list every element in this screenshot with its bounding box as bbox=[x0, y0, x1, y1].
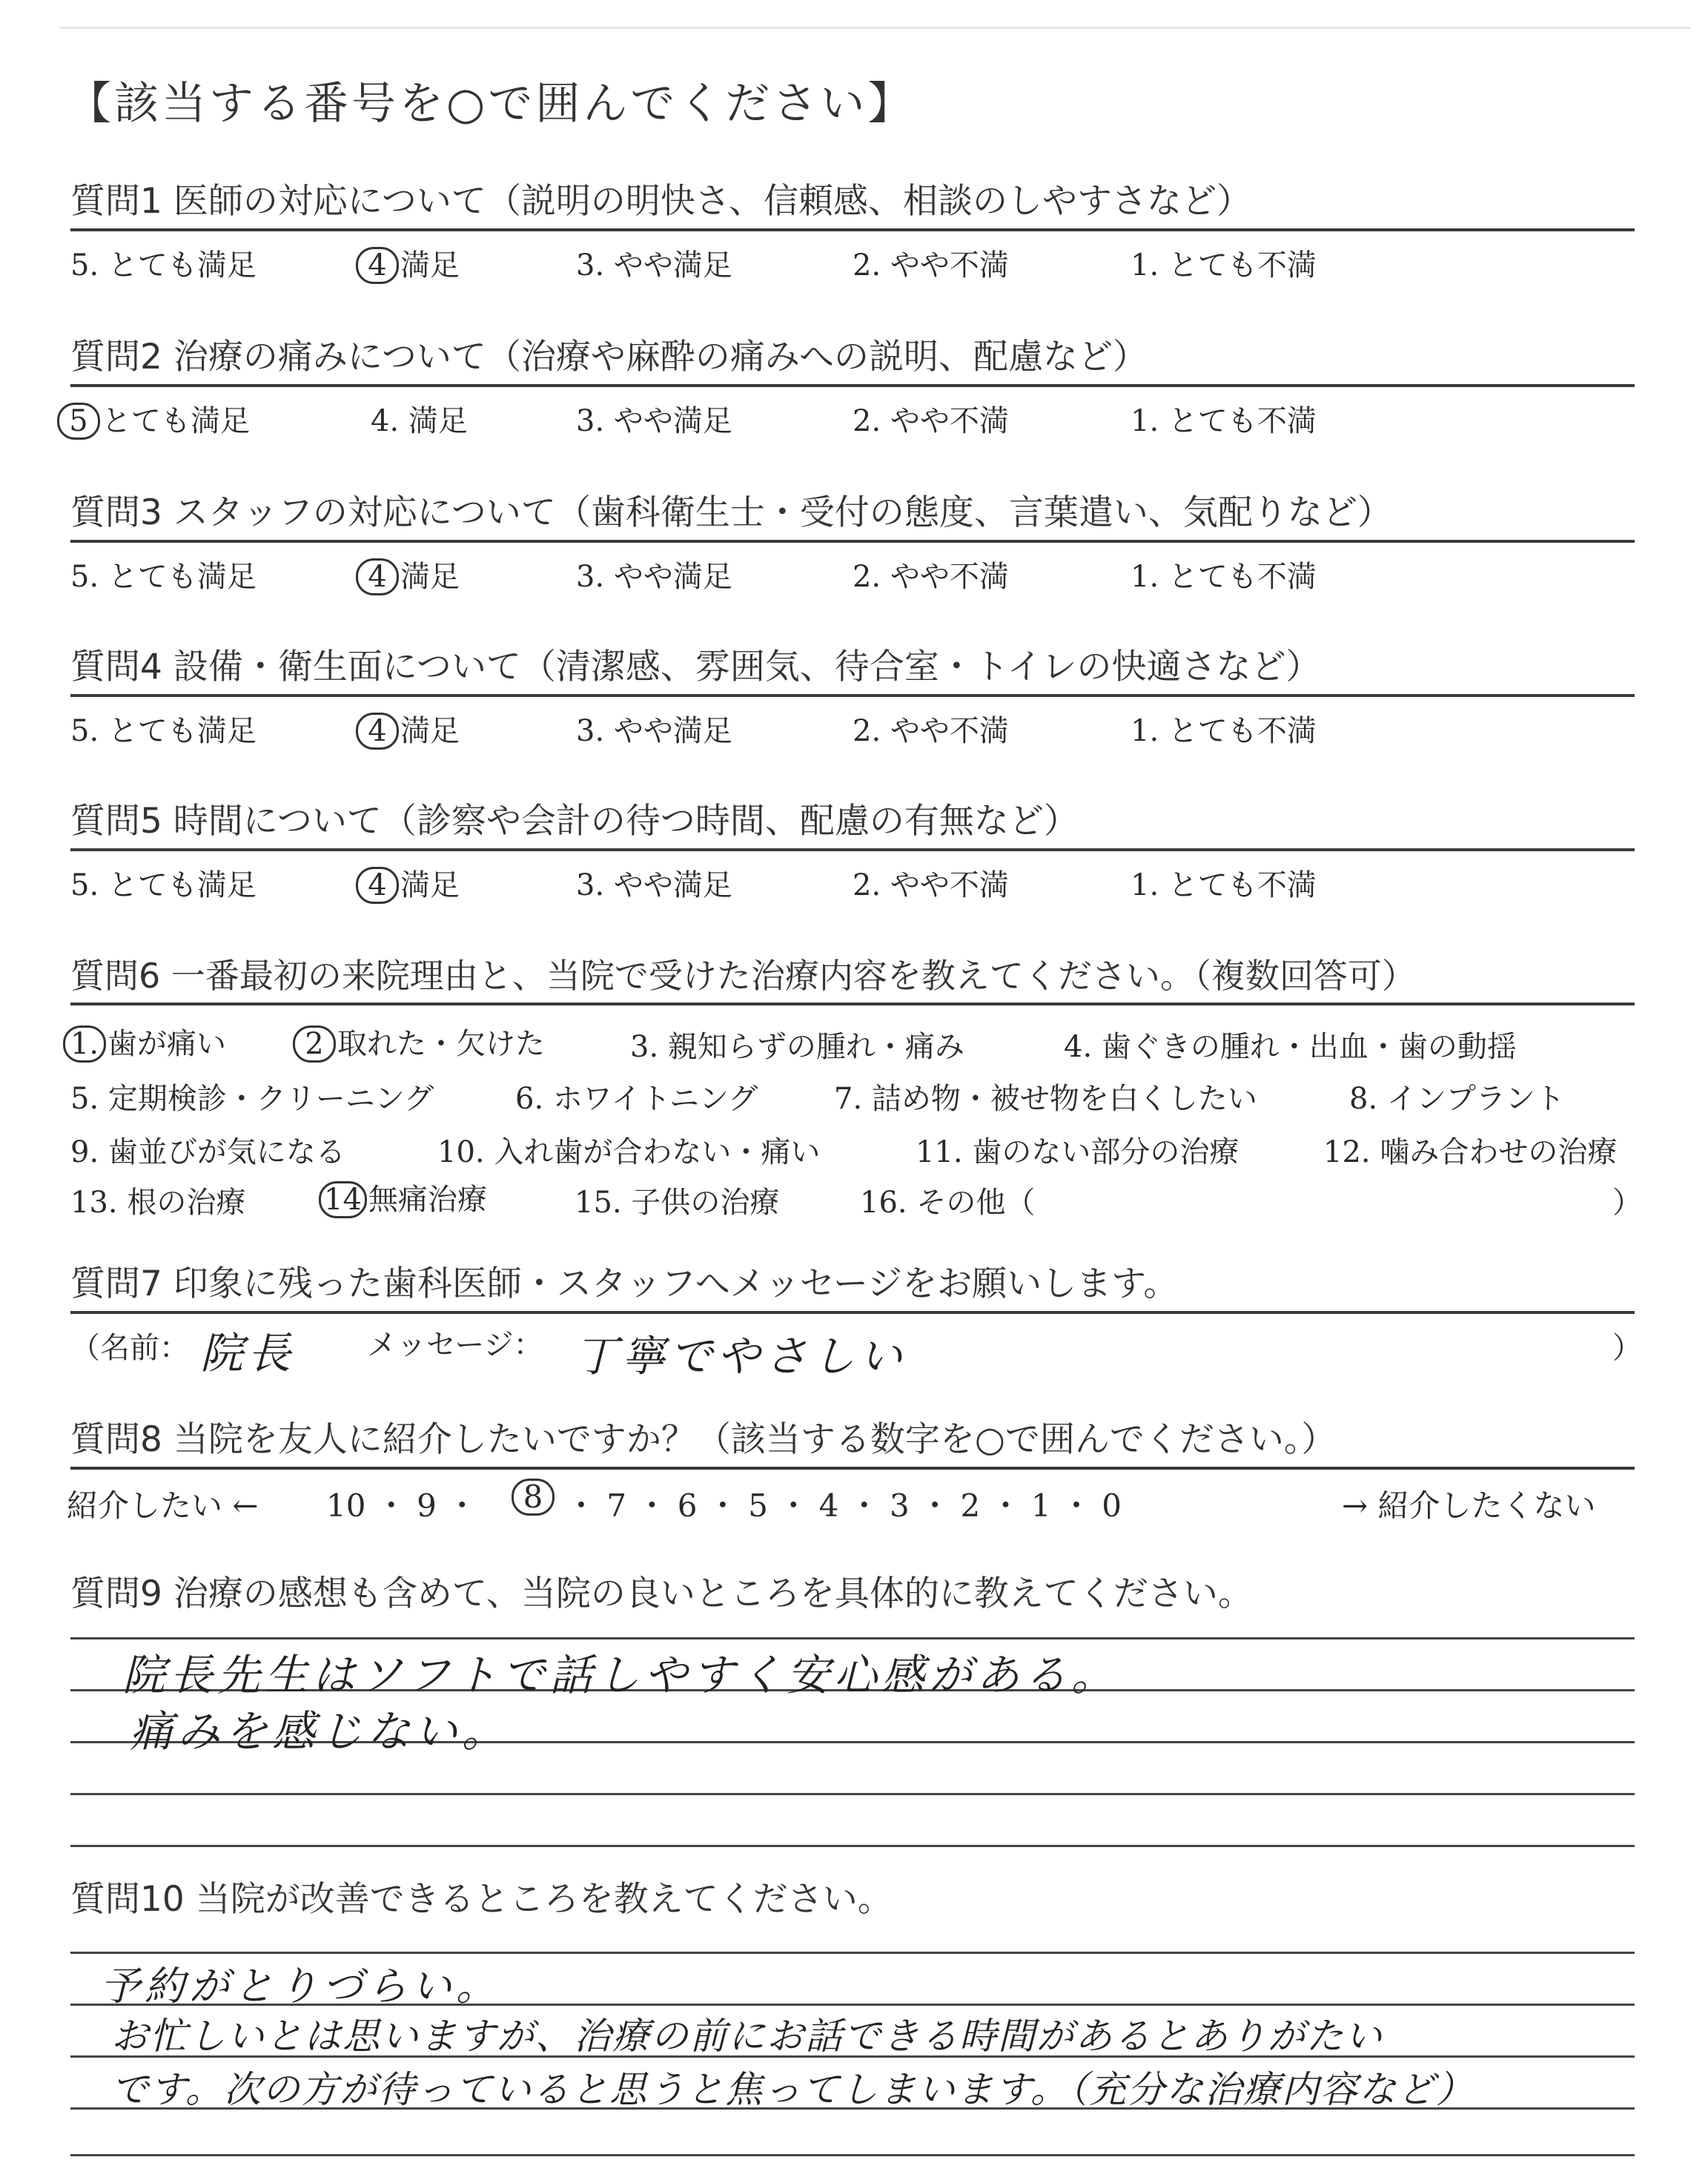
question-2-title: 質問2 治療の痛みについて（治療や麻酔の痛みへの説明、配慮など） bbox=[70, 334, 1635, 387]
question-6-options bbox=[70, 1005, 1642, 1220]
question-9-title: 質問9 治療の感想も含めて、当院の良いところを具体的に教えてください。 bbox=[70, 1573, 1253, 1614]
option-4[interactable]: 4. 歯ぐきの腫れ・出血・歯の動揺 bbox=[1064, 1030, 1517, 1064]
selected-circle: 8 bbox=[512, 1479, 555, 1516]
selected-circle: 2 bbox=[293, 1025, 336, 1063]
question-5 bbox=[70, 798, 1635, 903]
answer-line bbox=[70, 2154, 1635, 2156]
option-3[interactable]: 3. やや満足 bbox=[576, 868, 732, 902]
question-8-title: 質問8 当院を友人に紹介したいですか？（該当する数字を○で囲んでください。） bbox=[70, 1416, 1635, 1470]
scale-numbers-low[interactable]: ・ 7 ・ 6 ・ 5 ・ 4 ・ 3 ・ 2 ・ 1 ・ 0 bbox=[566, 1487, 1122, 1524]
question-5-options bbox=[70, 851, 1635, 903]
option-1-selected[interactable]: 1. 歯が痛い bbox=[63, 1020, 226, 1063]
q10-answer-line-3[interactable]: です。次の方が待っていると思うと焦ってしまいます。（充分な治療内容など） bbox=[111, 2068, 1474, 2111]
option-9[interactable]: 9. 歯並びが気になる bbox=[70, 1135, 345, 1169]
option-16[interactable]: 16. その他（ bbox=[860, 1186, 1036, 1220]
answer-line bbox=[70, 1793, 1635, 1795]
option-1[interactable]: 1. とても不満 bbox=[1131, 868, 1317, 902]
question-8 bbox=[67, 1416, 1635, 1529]
answer-line bbox=[70, 1637, 1635, 1639]
question-1-options bbox=[70, 231, 1635, 283]
option-3[interactable]: 3. やや満足 bbox=[576, 404, 732, 438]
option-3[interactable]: 3. やや満足 bbox=[576, 560, 732, 594]
option-1[interactable]: 1. とても不満 bbox=[1131, 560, 1317, 594]
scale-left-label: 紹介したい ← bbox=[67, 1487, 259, 1524]
question-10-title: 質問10 当院が改善できるところを教えてください。 bbox=[70, 1879, 893, 1920]
option-4-selected[interactable]: 4 満足 bbox=[356, 707, 460, 750]
option-5[interactable]: 5. とても満足 bbox=[70, 248, 256, 283]
message-handwritten[interactable]: 丁寧でやさしい bbox=[575, 1331, 907, 1381]
option-3[interactable]: 3. やや満足 bbox=[576, 714, 732, 748]
option-5[interactable]: 5. とても満足 bbox=[70, 714, 256, 748]
option-3[interactable]: 3. 親知らずの腫れ・痛み bbox=[630, 1030, 964, 1064]
question-6-title: 質問6 一番最初の来院理由と、当院で受けた治療内容を教えてください。（複数回答可） bbox=[70, 952, 1635, 1005]
question-2-options bbox=[70, 387, 1635, 439]
option-4-selected[interactable]: 4 満足 bbox=[356, 862, 460, 904]
option-3[interactable]: 3. やや満足 bbox=[576, 248, 732, 283]
recommend-scale bbox=[67, 1470, 1635, 1529]
option-16-close-paren: ） bbox=[1612, 1186, 1642, 1220]
option-4-selected[interactable]: 4 満足 bbox=[356, 553, 460, 595]
q10-answer-line-2[interactable]: お忙しいとは思いますが、治療の前にお話できる時間があるとありがたい bbox=[111, 2015, 1383, 2058]
option-2[interactable]: 2. やや不満 bbox=[853, 714, 1009, 748]
question-7 bbox=[70, 1261, 1642, 1381]
answer-line bbox=[70, 1845, 1635, 1847]
option-2[interactable]: 2. やや不満 bbox=[853, 560, 1009, 594]
option-6[interactable]: 6. ホワイトニング bbox=[515, 1082, 758, 1116]
option-2-selected[interactable]: 2 取れた・欠けた bbox=[293, 1020, 545, 1063]
q10-answer-line-1[interactable]: 予約がとりづらい。 bbox=[100, 1963, 500, 2009]
option-5[interactable]: 5. とても満足 bbox=[70, 560, 256, 594]
selected-circle: 4 bbox=[356, 867, 399, 904]
option-2[interactable]: 2. やや不満 bbox=[853, 404, 1009, 438]
question-10 bbox=[70, 1876, 1635, 1926]
option-8[interactable]: 8. インプラント bbox=[1349, 1082, 1565, 1116]
question-4-options bbox=[70, 697, 1635, 749]
answer-line bbox=[70, 1952, 1635, 1954]
selected-circle: 1. bbox=[63, 1025, 106, 1063]
question-1 bbox=[70, 178, 1635, 283]
q9-answer-line-2[interactable]: 痛みを感じない。 bbox=[130, 1706, 510, 1757]
question-4 bbox=[70, 644, 1635, 749]
option-5-selected[interactable]: 5 とても満足 bbox=[57, 397, 250, 440]
option-4[interactable]: 4. 満足 bbox=[371, 404, 468, 438]
option-12[interactable]: 12. 噛み合わせの治療 bbox=[1323, 1135, 1618, 1169]
question-6 bbox=[70, 952, 1642, 1220]
name-label: （名前： bbox=[70, 1331, 189, 1365]
question-5-title: 質問5 時間について（診察や会計の待つ時間、配慮の有無など） bbox=[70, 798, 1635, 851]
scale-right-label: → 紹介したくない bbox=[1342, 1487, 1596, 1524]
option-5[interactable]: 5. 定期検診・クリーニング bbox=[70, 1082, 434, 1116]
q9-answer-line-1[interactable]: 院長先生はソフトで話しやすく安心感がある。 bbox=[122, 1650, 1119, 1700]
question-7-answer bbox=[70, 1314, 1642, 1381]
option-2[interactable]: 2. やや不満 bbox=[853, 868, 1009, 902]
question-3-title: 質問3 スタッフの対応について（歯科衛生士・受付の態度、言葉遣い、気配りなど） bbox=[70, 489, 1635, 543]
scale-selected-8[interactable] bbox=[512, 1479, 556, 1516]
option-7[interactable]: 7. 詰め物・被せ物を白くしたい bbox=[834, 1082, 1257, 1116]
question-4-title: 質問4 設備・衛生面について（清潔感、雰囲気、待合室・トイレの快適さなど） bbox=[70, 644, 1635, 697]
selected-circle: 14 bbox=[319, 1181, 367, 1218]
message-label: メッセージ： bbox=[367, 1328, 543, 1362]
question-3-options bbox=[70, 543, 1635, 595]
selected-circle: 4 bbox=[356, 247, 399, 284]
option-4-selected[interactable]: 4 満足 bbox=[356, 242, 460, 284]
question-2 bbox=[70, 334, 1635, 439]
page-top-edge bbox=[59, 27, 1690, 29]
question-3 bbox=[70, 489, 1635, 595]
page-title: 【該当する番号を○で囲んでください】 bbox=[67, 78, 916, 130]
selected-circle: 4 bbox=[356, 558, 399, 595]
question-1-title: 質問1 医師の対応について（説明の明快さ、信頼感、相談のしやすさなど） bbox=[70, 178, 1635, 231]
option-5[interactable]: 5. とても満足 bbox=[70, 868, 256, 902]
option-1[interactable]: 1. とても不満 bbox=[1131, 248, 1317, 283]
option-15[interactable]: 15. 子供の治療 bbox=[575, 1186, 780, 1220]
option-13[interactable]: 13. 根の治療 bbox=[70, 1186, 246, 1220]
scale-numbers-high[interactable]: 10 ・ 9 ・ bbox=[326, 1487, 478, 1524]
option-1[interactable]: 1. とても不満 bbox=[1131, 714, 1317, 748]
option-14-selected[interactable]: 14 無痛治療 bbox=[319, 1176, 487, 1218]
selected-circle: 4 bbox=[356, 713, 399, 750]
question-7-title: 質問7 印象に残った歯科医師・スタッフへメッセージをお願いします。 bbox=[70, 1261, 1635, 1314]
question-9 bbox=[70, 1571, 1635, 1621]
name-handwritten[interactable]: 院長 bbox=[200, 1328, 296, 1378]
option-1[interactable]: 1. とても不満 bbox=[1131, 404, 1317, 438]
selected-circle: 5 bbox=[57, 403, 100, 440]
option-10[interactable]: 10. 入れ歯が合わない・痛い bbox=[437, 1135, 821, 1169]
option-2[interactable]: 2. やや不満 bbox=[853, 248, 1009, 283]
option-11[interactable]: 11. 歯のない部分の治療 bbox=[916, 1135, 1239, 1169]
message-close-paren: ） bbox=[1612, 1331, 1642, 1365]
